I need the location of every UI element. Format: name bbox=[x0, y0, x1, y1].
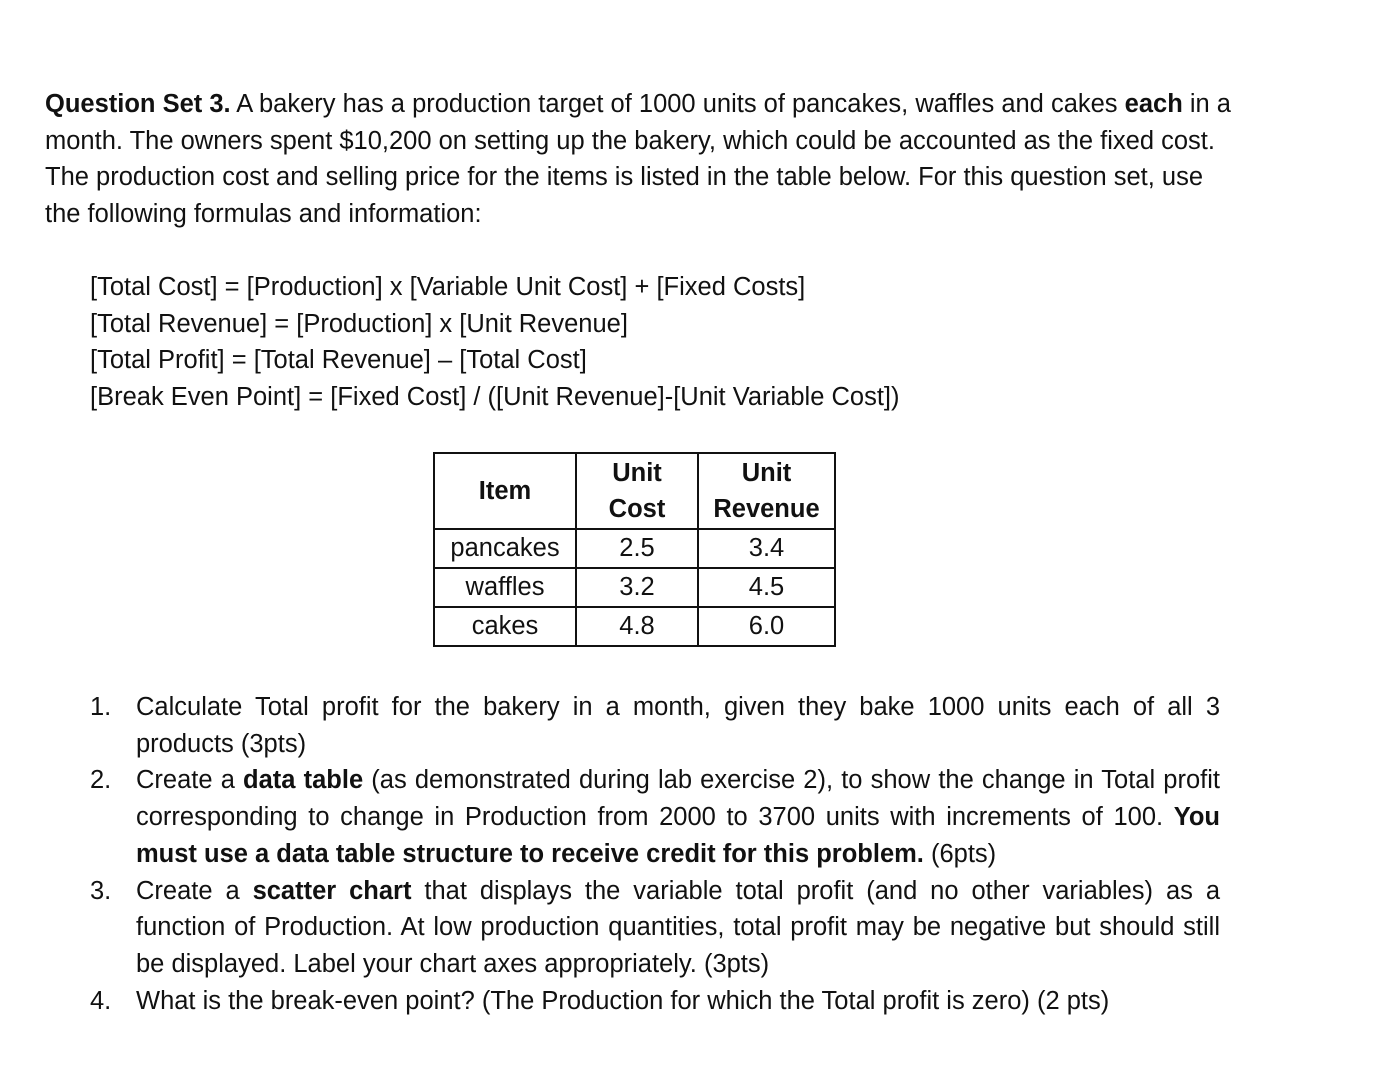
header-unit-cost: Unit Cost bbox=[576, 453, 698, 529]
question-text-pre: Create a bbox=[136, 876, 253, 905]
cell-item: cakes bbox=[434, 607, 576, 646]
formula-total-cost: [Total Cost] = [Production] x [Variable Unit Cost] + [Fixed Costs] bbox=[90, 273, 806, 301]
formula-total-revenue: [Total Revenue] = [Production] x [Unit Revenue] bbox=[90, 309, 628, 338]
cell-revenue: 6.0 bbox=[698, 607, 835, 646]
question-2 bbox=[90, 762, 1220, 872]
header-unit-revenue: Unit Revenue bbox=[698, 453, 835, 529]
question-text-mid: (as demonstrated during lab exercise 2), to show the change in Total profit corresponding to change in Production from 2000 to 3700 units with increments of 100. bbox=[136, 766, 1220, 832]
question-3 bbox=[90, 873, 1220, 983]
question-list bbox=[90, 689, 1220, 1019]
header-item: Item bbox=[434, 453, 576, 529]
question-1 bbox=[90, 689, 1220, 762]
table-row bbox=[434, 607, 835, 646]
table-row bbox=[434, 568, 835, 607]
cell-revenue: 3.4 bbox=[698, 529, 835, 568]
cell-cost: 3.2 bbox=[576, 568, 698, 607]
question-number: 3. bbox=[90, 876, 112, 905]
cell-revenue: 4.5 bbox=[698, 568, 835, 607]
intro-text-2: in a month. The owners spent $10,200 on setting up the bakery, which could be accounted as the fixed cost. The production cost and selling price for the items is listed in the table below. For this question set, use the following formulas and information: bbox=[45, 90, 1231, 229]
question-number: 2. bbox=[90, 766, 112, 795]
question-text-post: that displays the variable total profit (and no other variables) as a function of Production. At low production quantities, total profit may be negative but should still be displayed. Label your chart axes appropriately. (3pts) bbox=[136, 876, 1221, 978]
cost-revenue-table bbox=[433, 452, 836, 647]
cell-cost: 4.8 bbox=[576, 607, 698, 646]
question-4 bbox=[90, 983, 1220, 1020]
intro-bold-each: each bbox=[1124, 90, 1183, 118]
cell-item: waffles bbox=[434, 568, 576, 607]
question-text: Calculate Total profit for the bakery in a month, given they bake 1000 units each of all 3 products (3pts) bbox=[136, 693, 1220, 758]
question-text-post: (6pts) bbox=[923, 839, 997, 868]
question-text: What is the break-even point? (The Production for which the Total profit is zero) (2 pts) bbox=[136, 986, 1110, 1015]
formula-total-profit: [Total Profit] = [Total Revenue] – [Total Cost] bbox=[90, 346, 587, 375]
question-text-pre: Create a bbox=[136, 766, 244, 795]
question-number: 1. bbox=[90, 693, 112, 721]
question-bold-scatter-chart: scatter chart bbox=[252, 876, 412, 905]
cell-cost: 2.5 bbox=[576, 529, 698, 568]
cell-item: pancakes bbox=[434, 529, 576, 568]
question-bold-requirement: You must use a data table structure to receive credit for this problem. bbox=[136, 803, 1220, 868]
question-bold-data-table: data table bbox=[243, 766, 364, 795]
question-number: 4. bbox=[90, 986, 112, 1015]
question-set-heading: Question Set 3. bbox=[45, 90, 231, 118]
intro-paragraph bbox=[45, 86, 1235, 233]
formula-list bbox=[90, 269, 1090, 416]
formula-break-even: [Break Even Point] = [Fixed Cost] / ([Unit Revenue]-[Unit Variable Cost]) bbox=[90, 383, 900, 412]
table-header-row bbox=[434, 453, 835, 529]
table-row bbox=[434, 529, 835, 568]
intro-text-1: A bakery has a production target of 1000 units of pancakes, waffles and cakes bbox=[230, 90, 1125, 118]
